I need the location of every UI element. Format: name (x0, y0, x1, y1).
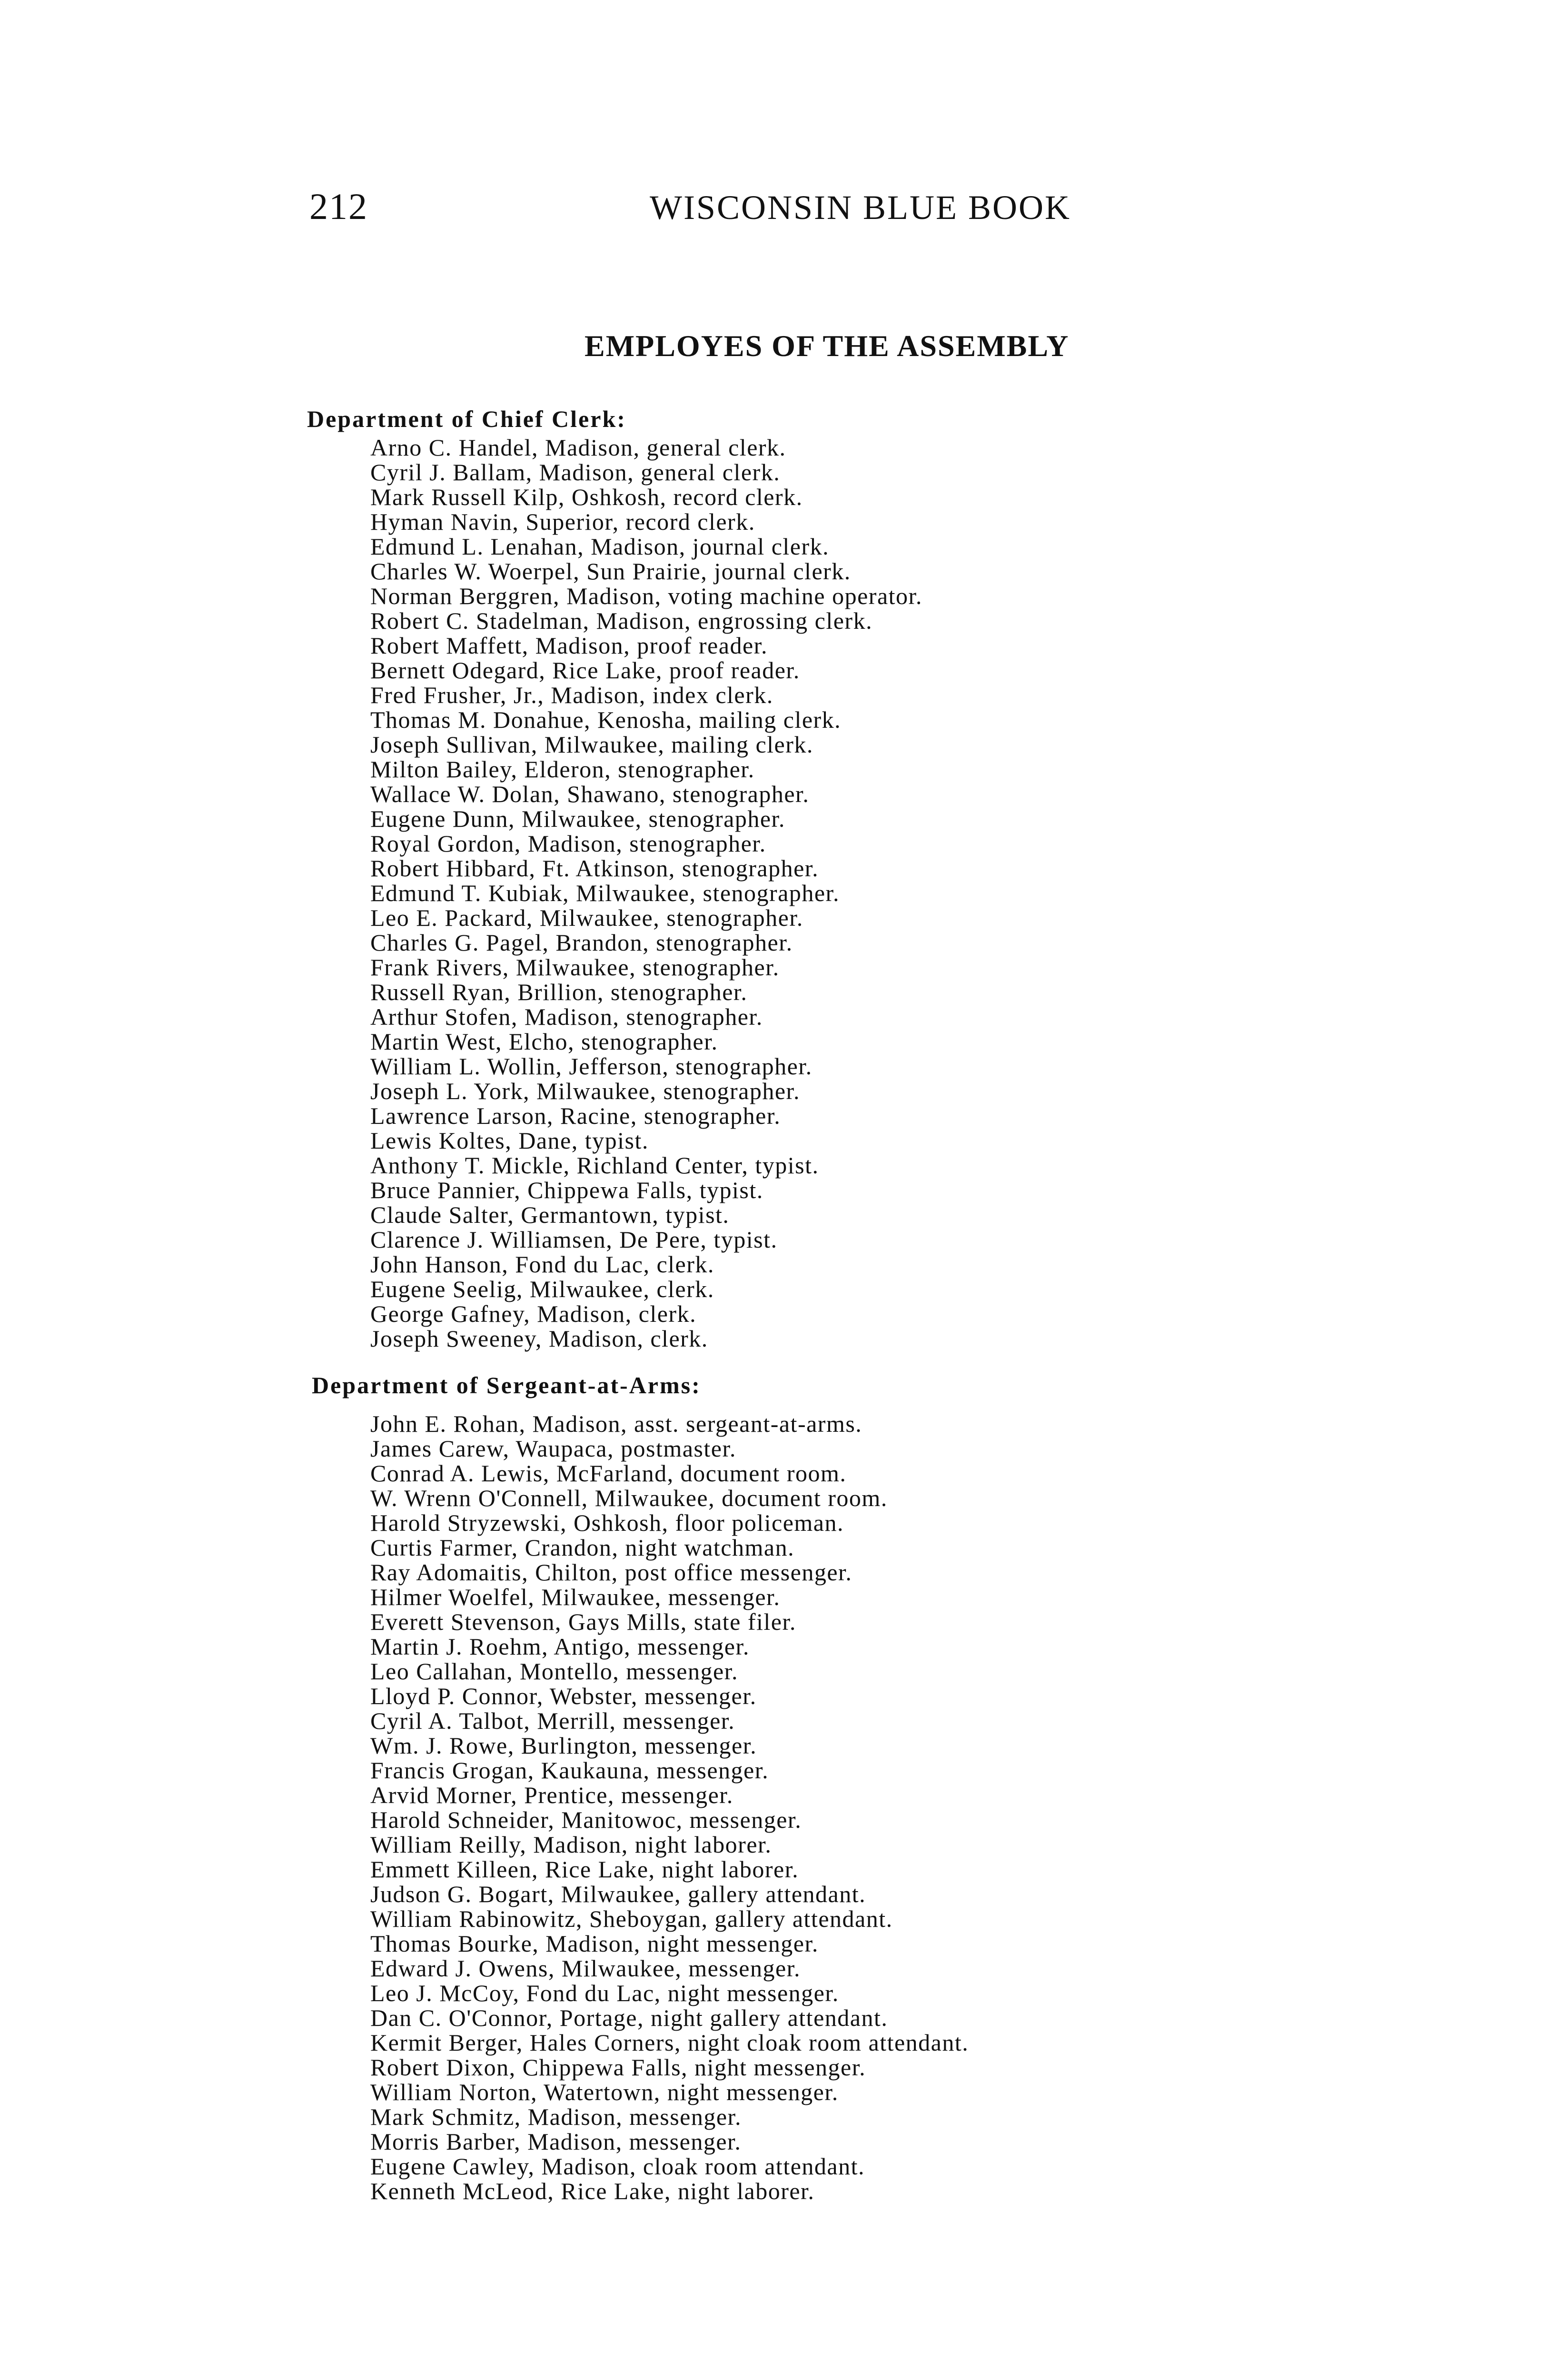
list-item: Hilmer Woelfel, Milwaukee, messenger. (370, 1584, 781, 1610)
list-item: Curtis Farmer, Crandon, night watchman. (370, 1534, 795, 1561)
list-item: Arvid Morner, Prentice, messenger. (370, 1782, 733, 1808)
dept-sergeant-at-arms-heading: Department of Sergeant-at-Arms: (312, 1372, 701, 1398)
list-item: W. Wrenn O'Connell, Milwaukee, document room. (370, 1485, 888, 1511)
list-item: Joseph Sullivan, Milwaukee, mailing clerk. (370, 731, 813, 758)
list-item: William Norton, Watertown, night messenger. (370, 2079, 839, 2105)
list-item: Lewis Koltes, Dane, typist. (370, 1127, 649, 1154)
list-item: Robert Hibbard, Ft. Atkinson, stenographer. (370, 855, 819, 882)
list-item: Claude Salter, Germantown, typist. (370, 1201, 730, 1228)
list-item: Fred Frusher, Jr., Madison, index clerk. (370, 682, 773, 708)
running-head: WISCONSIN BLUE BOOK (650, 188, 1071, 227)
list-item: Mark Russell Kilp, Oshkosh, record clerk. (370, 484, 803, 510)
list-item: Leo J. McCoy, Fond du Lac, night messenger. (370, 1980, 839, 2006)
list-item: Robert C. Stadelman, Madison, engrossing clerk. (370, 607, 873, 634)
list-item: Wm. J. Rowe, Burlington, messenger. (370, 1732, 757, 1759)
list-item: Kenneth McLeod, Rice Lake, night laborer. (370, 2178, 815, 2204)
list-item: Wallace W. Dolan, Shawano, stenographer. (370, 781, 810, 807)
list-item: Arno C. Handel, Madison, general clerk. (370, 434, 786, 461)
list-item: Hyman Navin, Superior, record clerk. (370, 508, 755, 535)
list-item: Leo E. Packard, Milwaukee, stenographer. (370, 904, 803, 931)
list-item: Edmund T. Kubiak, Milwaukee, stenographer. (370, 880, 840, 906)
list-item: Edward J. Owens, Milwaukee, messenger. (370, 1955, 801, 1982)
list-item: Francis Grogan, Kaukauna, messenger. (370, 1757, 769, 1784)
list-item: James Carew, Waupaca, postmaster. (370, 1435, 736, 1462)
list-item: Thomas M. Donahue, Kenosha, mailing clerk. (370, 706, 842, 733)
list-item: Thomas Bourke, Madison, night messenger. (370, 1930, 819, 1957)
page-number: 212 (309, 186, 368, 227)
list-item: George Gafney, Madison, clerk. (370, 1300, 697, 1327)
list-item: Edmund L. Lenahan, Madison, journal clerk. (370, 533, 830, 560)
list-item: Norman Berggren, Madison, voting machine operator. (370, 583, 922, 609)
list-item: Kermit Berger, Hales Corners, night cloak room attendant. (370, 2029, 969, 2056)
list-item: Arthur Stofen, Madison, stenographer. (370, 1003, 763, 1030)
list-item: Leo Callahan, Montello, messenger. (370, 1658, 739, 1685)
list-item: Eugene Cawley, Madison, cloak room attendant. (370, 2153, 865, 2180)
list-item: Harold Schneider, Manitowoc, messenger. (370, 1806, 802, 1833)
list-item: John E. Rohan, Madison, asst. sergeant-at-arms. (370, 1410, 862, 1437)
list-item: Martin West, Elcho, stenographer. (370, 1028, 718, 1055)
list-item: Dan C. O'Connor, Portage, night gallery attendant. (370, 2004, 888, 2031)
list-item: Cyril J. Ballam, Madison, general clerk. (370, 459, 781, 486)
list-item: Joseph L. York, Milwaukee, stenographer. (370, 1078, 800, 1104)
list-item: Russell Ryan, Brillion, stenographer. (370, 979, 748, 1005)
list-item: Ray Adomaitis, Chilton, post office messenger. (370, 1559, 852, 1586)
list-item: Mark Schmitz, Madison, messenger. (370, 2103, 742, 2130)
list-item: Lloyd P. Connor, Webster, messenger. (370, 1683, 757, 1709)
list-item: William L. Wollin, Jefferson, stenographer. (370, 1053, 813, 1080)
list-item: Anthony T. Mickle, Richland Center, typist. (370, 1152, 819, 1179)
list-item: Judson G. Bogart, Milwaukee, gallery attendant. (370, 1881, 866, 1907)
dept-chief-clerk-heading: Department of Chief Clerk: (307, 406, 626, 432)
list-item: Milton Bailey, Elderon, stenographer. (370, 756, 755, 783)
list-item: Eugene Dunn, Milwaukee, stenographer. (370, 805, 785, 832)
section-title: EMPLOYES OF THE ASSEMBLY (585, 329, 1070, 363)
list-item: John Hanson, Fond du Lac, clerk. (370, 1251, 714, 1278)
list-item: Frank Rivers, Milwaukee, stenographer. (370, 954, 780, 981)
list-item: Lawrence Larson, Racine, stenographer. (370, 1102, 781, 1129)
list-item: Morris Barber, Madison, messenger. (370, 2128, 742, 2155)
list-item: Everett Stevenson, Gays Mills, state filer. (370, 1608, 796, 1635)
list-item: Eugene Seelig, Milwaukee, clerk. (370, 1276, 714, 1302)
list-item: Royal Gordon, Madison, stenographer. (370, 830, 766, 857)
list-item: Cyril A. Talbot, Merrill, messenger. (370, 1707, 735, 1734)
list-item: Robert Dixon, Chippewa Falls, night messenger. (370, 2054, 866, 2081)
list-item: Harold Stryzewski, Oshkosh, floor policeman. (370, 1509, 844, 1536)
list-item: Robert Maffett, Madison, proof reader. (370, 632, 768, 659)
list-item: Clarence J. Williamsen, De Pere, typist. (370, 1226, 778, 1253)
list-item: Charles W. Woerpel, Sun Prairie, journal clerk. (370, 558, 851, 585)
chief-clerk-list (370, 435, 922, 1351)
list-item: William Reilly, Madison, night laborer. (370, 1831, 772, 1858)
list-item: Conrad A. Lewis, McFarland, document room. (370, 1460, 847, 1487)
list-item: Bernett Odegard, Rice Lake, proof reader. (370, 657, 800, 684)
list-item: William Rabinowitz, Sheboygan, gallery attendant. (370, 1905, 893, 1932)
list-item: Martin J. Roehm, Antigo, messenger. (370, 1633, 750, 1660)
list-item: Charles G. Pagel, Brandon, stenographer. (370, 929, 793, 956)
list-item: Emmett Killeen, Rice Lake, night laborer. (370, 1856, 799, 1883)
sergeant-at-arms-list (370, 1411, 969, 2203)
list-item: Joseph Sweeney, Madison, clerk. (370, 1325, 708, 1352)
list-item: Bruce Pannier, Chippewa Falls, typist. (370, 1177, 763, 1203)
